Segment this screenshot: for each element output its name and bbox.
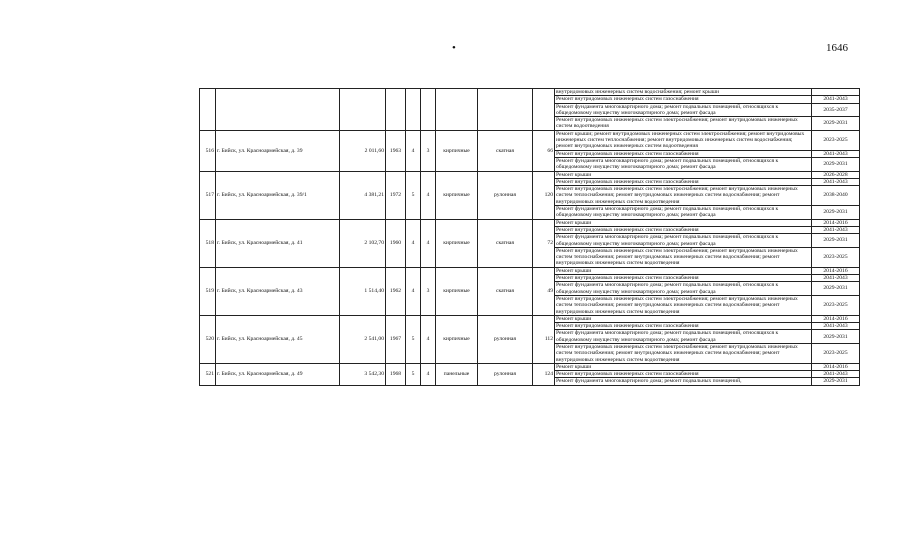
table-row [200,89,860,96]
walls-cell: кирпичные [436,171,478,219]
work-cell: Ремонт фундамента многоквартирного дома; ремонт подвальных помещений, относящихся к общедомовому имуществу многоквартирного дома; ремонт фасада [555,330,812,344]
years-cell: 2023-2025 [812,247,860,267]
floors-cell: 4 [406,219,421,267]
roof-cell: скатная [478,219,533,267]
years-cell: 2023-2025 [812,295,860,315]
work-cell: Ремонт крыши [555,267,812,274]
work-cell: Ремонт фундамента многоквартирного дома; ремонт подвальных помещений, [555,378,812,385]
work-cell: Ремонт внутридомовых инженерных систем газоснабжения [555,96,812,103]
work-cell: Ремонт фундамента многоквартирного дома; ремонт подвальных помещений, относящихся к общедомовому имуществу многоквартирного дома; ремонт фасада [555,282,812,296]
apartments-cell: 112 [533,315,555,363]
table-row [200,315,860,322]
years-cell: 2041-2043 [812,371,860,378]
year-cell: 1962 [386,267,406,315]
year-cell: 1963 [386,130,406,171]
years-cell: 2014-2016 [812,267,860,274]
year-cell: 1972 [386,171,406,219]
empty-cell [478,89,533,131]
empty-cell [216,89,340,131]
years-cell: 2041-2043 [812,150,860,157]
entrances-cell: 4 [421,363,436,385]
work-cell: Ремонт внутридомовых инженерных систем электроснабжения; ремонт внутридомовых инженерных систем теплоснабжения; ремонт внутридомовых инженерных систем водоснабжения; ремонт внутридомовых инженерных систем водоотведения [555,295,812,315]
work-cell: Ремонт внутридомовых инженерных систем газоснабжения [555,178,812,185]
year-cell: 1967 [386,315,406,363]
apartments-cell: 72 [533,219,555,267]
empty-cell [340,89,386,131]
table-row [200,130,860,150]
work-cell: Ремонт фундамента многоквартирного дома; ремонт подвальных помещений, относящихся к общедомовому имуществу многоквартирного дома; ремонт фасада [555,206,812,220]
roof-cell: скатная [478,130,533,171]
row-number-cell: 518 [200,219,216,267]
walls-cell: панельные [436,363,478,385]
apartments-cell: 66 [533,130,555,171]
walls-cell: кирпичные [436,267,478,315]
address-cell: г. Бийск, ул. Красноармейская, д. 41 [216,219,340,267]
empty-cell [200,89,216,131]
apartments-cell: 120 [533,171,555,219]
years-cell: 2029-2031 [812,157,860,171]
work-cell: Ремонт фундамента многоквартирного дома; ремонт подвальных помещений, относящихся к общедомовому имуществу многоквартирного дома; ремонт фасада [555,234,812,248]
years-cell: 2038-2040 [812,186,860,206]
roof-cell: рулонная [478,171,533,219]
entrances-cell: 4 [421,219,436,267]
years-cell: 2029-2031 [812,378,860,385]
work-cell: Ремонт крыши [555,219,812,226]
empty-cell [406,89,421,131]
empty-cell [533,89,555,131]
row-number-cell: 519 [200,267,216,315]
work-cell: Ремонт внутридомовых инженерных систем газоснабжения [555,226,812,233]
entrances-cell: 4 [421,171,436,219]
table-body [200,89,860,386]
floors-cell: 5 [406,171,421,219]
address-cell: г. Бийск, ул. Красноармейская, д. 43 [216,267,340,315]
table-row [200,363,860,370]
work-cell: Ремонт внутридомовых инженерных систем электроснабжения; ремонт внутридомовых инженерных систем водоотведения [555,117,812,131]
table-row [200,267,860,274]
floors-cell: 5 [406,315,421,363]
floors-cell: 5 [406,363,421,385]
years-cell: 2029-2031 [812,282,860,296]
table-row [200,171,860,178]
address-cell: г. Бийск, ул. Красноармейская, д. 49 [216,363,340,385]
years-cell: 2014-2016 [812,363,860,370]
apartments-cell: 49 [533,267,555,315]
years-cell: 2041-2043 [812,178,860,185]
year-cell: 1960 [386,219,406,267]
floors-cell: 4 [406,267,421,315]
roof-cell: рулонная [478,363,533,385]
empty-cell [386,89,406,131]
work-cell: Ремонт фундамента многоквартирного дома; ремонт подвальных помещений, относящихся к общедомовому имуществу многоквартирного дома; ремонт фасада [555,157,812,171]
address-cell: г. Бийск, ул. Красноармейская, д. 39/1 [216,171,340,219]
years-cell: 2029-2031 [812,117,860,131]
walls-cell: кирпичные [436,219,478,267]
row-number-cell: 521 [200,363,216,385]
work-cell: Ремонт фундамента многоквартирного дома; ремонт подвальных помещений, относящихся к общедомовому имуществу многоквартирного дома; ремонт фасада [555,103,812,117]
entrances-cell: 3 [421,267,436,315]
years-cell: 2035-2037 [812,103,860,117]
years-cell: 2026-2028 [812,171,860,178]
entrances-cell: 4 [421,315,436,363]
work-cell: Ремонт внутридомовых инженерных систем газоснабжения [555,371,812,378]
years-cell: 2023-2025 [812,343,860,363]
row-number-cell: 517 [200,171,216,219]
work-cell: Ремонт внутридомовых инженерных систем электроснабжения; ремонт внутридомовых инженерных систем теплоснабжения; ремонт внутридомовых инженерных систем водоснабжения; ремонт внутридомовых инженерных систем водоотведения [555,247,812,267]
area-cell: 1 514,40 [340,267,386,315]
address-cell: г. Бийск, ул. Красноармейская, д. 39 [216,130,340,171]
years-cell: 2029-2031 [812,330,860,344]
work-cell: внутридомовых инженерных систем водоснабжения; ремонт крыши [555,89,812,96]
apartments-cell: 124 [533,363,555,385]
years-cell: 2014-2016 [812,315,860,322]
years-cell: 2041-2043 [812,226,860,233]
table-row [200,219,860,226]
work-cell: Ремонт крыши [555,363,812,370]
area-cell: 2 102,70 [340,219,386,267]
years-cell [812,89,860,96]
area-cell: 2 011,60 [340,130,386,171]
floors-cell: 4 [406,130,421,171]
work-cell: Ремонт внутридомовых инженерных систем электроснабжения; ремонт внутридомовых инженерных систем теплоснабжения; ремонт внутридомовых инженерных систем водоснабжения; ремонт внутридомовых инженерных систем водоотведения [555,343,812,363]
years-cell: 2014-2016 [812,219,860,226]
work-cell: Ремонт внутридомовых инженерных систем газоснабжения [555,323,812,330]
work-cell: Ремонт крыши; ремонт внутридомовых инженерных систем электроснабжения; ремонт внутридомовых инженерных систем теплоснабжения; ремонт внутридомовых инженерных систем водоснабжения; ремонт внутридомовых инженерных систем водоотведения [555,130,812,150]
years-cell: 2023-2025 [812,130,860,150]
walls-cell: кирпичные [436,315,478,363]
roof-cell: рулонная [478,315,533,363]
row-number-cell: 516 [200,130,216,171]
years-cell: 2041-2043 [812,96,860,103]
work-cell: Ремонт внутридомовых инженерных систем газоснабжения [555,275,812,282]
work-cell: Ремонт крыши [555,171,812,178]
area-cell: 3 542,30 [340,363,386,385]
years-cell: 2041-2043 [812,275,860,282]
page-number: 1646 [826,42,848,54]
year-cell: 1968 [386,363,406,385]
area-cell: 4 381,21 [340,171,386,219]
years-cell: 2041-2043 [812,323,860,330]
work-cell: Ремонт внутридомовых инженерных систем электроснабжения; ремонт внутридомовых инженерных систем теплоснабжения; ремонт внутридомовых инженерных систем водоснабжения; ремонт внутридомовых инженерных систем водоотведения [555,186,812,206]
area-cell: 2 541,00 [340,315,386,363]
empty-cell [436,89,478,131]
roof-cell: скатная [478,267,533,315]
walls-cell: кирпичные [436,130,478,171]
header-bullet: • [452,42,456,54]
empty-cell [421,89,436,131]
address-cell: г. Бийск, ул. Красноармейская, д. 45 [216,315,340,363]
row-number-cell: 520 [200,315,216,363]
work-cell: Ремонт крыши [555,315,812,322]
years-cell: 2029-2031 [812,234,860,248]
work-cell: Ремонт внутридомовых инженерных систем газоснабжения [555,150,812,157]
repair-program-table [199,88,860,386]
years-cell: 2029-2031 [812,206,860,220]
entrances-cell: 3 [421,130,436,171]
